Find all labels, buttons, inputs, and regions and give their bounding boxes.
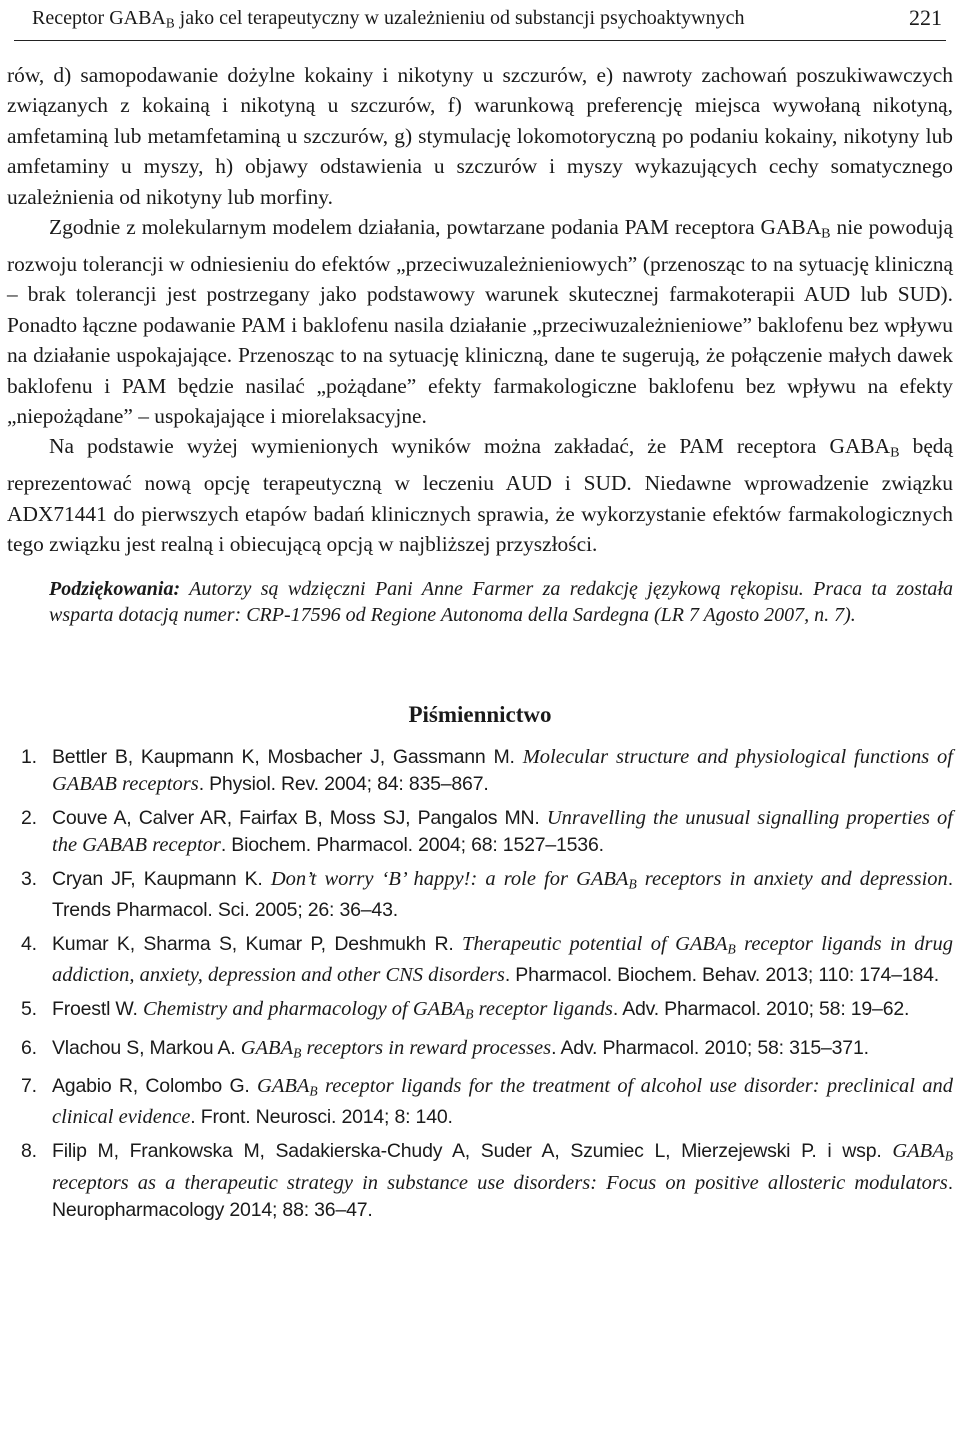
reference-source: . Adv. Pharmacol. 2010; 58: 19–62. (612, 998, 910, 1021)
reference-source: . Trends Pharmacol. Sci. 2005; 26: 36–43. (52, 867, 953, 921)
reference-source: . Neuropharmacology 2014; 88: 36–47. (52, 1171, 953, 1221)
page-number: 221 (909, 5, 942, 30)
reference-number: 4. (21, 932, 37, 955)
running-header (14, 0, 946, 41)
reference-item (7, 866, 953, 924)
reference-authors: Kumar K, Sharma S, Kumar P, Deshmukh R. (52, 932, 463, 955)
reference-number: 6. (21, 1036, 37, 1059)
reference-number: 5. (21, 998, 37, 1021)
subscript: B (309, 1083, 318, 1099)
reference-source: . Pharmacol. Biochem. Behav. 2013; 110: 174–184. (504, 964, 940, 987)
subscript: B (944, 1148, 953, 1164)
reference-source: . Adv. Pharmacol. 2010; 58: 315–371. (551, 1036, 869, 1059)
reference-item (7, 744, 953, 798)
subscript: B (890, 444, 900, 461)
reference-item (7, 1035, 953, 1066)
reference-title: $GABA_B$ receptor ligands for the treatment of alcohol use disorder: preclinical and clinical evidence (52, 1075, 953, 1129)
main-content (7, 60, 953, 1231)
reference-item (7, 996, 953, 1027)
subscript: B (727, 941, 736, 957)
reference-authors: Bettler B, Kaupmann K, Mosbacher J, Gassmann M. (52, 745, 523, 768)
reference-title: Chemistry and pharmacology of $GABA_B$ receptor ligands (142, 998, 613, 1022)
reference-source: . Biochem. Pharmacol. 2004; 68: 1527–1536. (220, 833, 604, 856)
subscript: B (165, 15, 175, 31)
acknowledgements: Podziękowania: Autorzy są wdzięczni Pani Anne Farmer za redakcję językową rękopisu. Praca ta została wsparta dotacją numer: CRP-17596 od Regione Autonoma della Sardegna (LR 7 Agosto 2007, n. 7). (49, 577, 953, 626)
reference-title: Don’t worry ‘B’ happy!: a role for $GABA_B$ receptors in anxiety and depression (270, 867, 948, 891)
references-list (7, 744, 953, 1224)
reference-title: Molecular structure and physiological functions of GABAB receptors (52, 745, 953, 795)
reference-title: $GABA_B$ receptors in reward processes (240, 1036, 552, 1061)
reference-item (7, 805, 953, 859)
subscript: B (628, 875, 637, 891)
subscript: B (293, 1045, 302, 1061)
reference-title: Unravelling the unusual signalling properties of the GABAB receptor (52, 806, 953, 856)
reference-authors: Froestl W. (52, 998, 143, 1021)
references-heading: Piśmiennictwo (408, 701, 552, 727)
reference-item (7, 1073, 953, 1131)
reference-item (7, 1138, 953, 1223)
reference-source: . Physiol. Rev. 2004; 84: 835–867. (198, 772, 489, 795)
reference-item (7, 931, 953, 989)
reference-number: 7. (21, 1075, 37, 1098)
reference-number: 3. (21, 867, 37, 890)
reference-authors: Cryan JF, Kaupmann K. (52, 867, 271, 890)
reference-source: . Front. Neurosci. 2014; 8: 140. (190, 1106, 453, 1129)
reference-number: 2. (21, 806, 37, 829)
acknowledgements-label: Podziękowania: (49, 577, 181, 600)
running-title: Receptor $GABA_B$ jako cel terapeutyczny w uzależnieniu od substancji psychoaktywnych (32, 7, 745, 31)
reference-authors: Filip M, Frankowska M, Sadakierska-Chudy A, Suder A, Szumiec L, Mierzejewski P. i wsp. (52, 1140, 893, 1163)
reference-authors: Couve A, Calver AR, Fairfax B, Moss SJ, Pangalos MN. (52, 806, 547, 829)
subscript: B (465, 1006, 474, 1022)
reference-title: $GABA_B$ receptors as a therapeutic strategy in substance use disorders: Focus on positive allosteric modulators (52, 1140, 953, 1194)
subscript: B (821, 225, 831, 242)
paragraph-3: Na podstawie wyżej wymienionych wyników można zakładać, że PAM receptora $GABA_B$ będą reprezentować nową opcję terapeutyczną w leczeniu AUD i SUD. Niedawne wprowadzenie związku ADX71441 do pierwszych etapów badań klinicznych sprawia, że wykorzystanie efektów farmakologicznych tego związku jest realną i obiecującą opcją w najbliższej przyszłości. (7, 434, 953, 557)
reference-authors: Vlachou S, Markou A. (52, 1036, 241, 1059)
reference-authors: Agabio R, Colombo G. (52, 1075, 258, 1098)
reference-number: 8. (21, 1140, 37, 1163)
paragraph-2: Zgodnie z molekularnym modelem działania, powtarzane podania PAM receptora $GABA_B$ nie powodują rozwoju tolerancji w odniesieniu do efektów „przeciwuzależnieniowych” (przenosząc to na sytuację kliniczną – brak tolerancji jest postrzegany jako podstawowy warunek skutecznej farmakoterapii AUD lub SUD). Ponadto łączne podawanie PAM i baklofenu nasila działanie „przeciwuzależnieniowe” baklofenu bez wpływu na działanie uspokajające. Przenosząc to na sytuację kliniczną, dane te sugerują, że połączenie małych dawek baklofenu i PAM będzie nasilać „pożądane” efekty farmakologiczne baklofenu bez wpływu na efekty „niepożądane” – uspokajające i miorelaksacyjne. (7, 215, 953, 428)
reference-title: Therapeutic potential of $GABA_B$ receptor ligands in drug addiction, anxiety, depression and other CNS disorders (52, 932, 954, 987)
reference-number: 1. (21, 745, 37, 768)
paragraph-1: rów, d) samopodawanie dożylne kokainy i nikotyny u szczurów, e) nawroty zachowań poszukiwawczych związanych z kokainą i nikotyną u szczurów, f) warunkową preferencję miejsca wywołaną nikotyną, amfetaminą lub metamfetaminą u szczurów, g) stymulację lokomotoryczną po podaniu kokainy, nikotyny lub amfetaminy u myszy, h) objawy odstawienia u szczurów i myszy wykazujących cechy somatycznego uzależnienia od nikotyny lub morfiny. (7, 63, 953, 209)
